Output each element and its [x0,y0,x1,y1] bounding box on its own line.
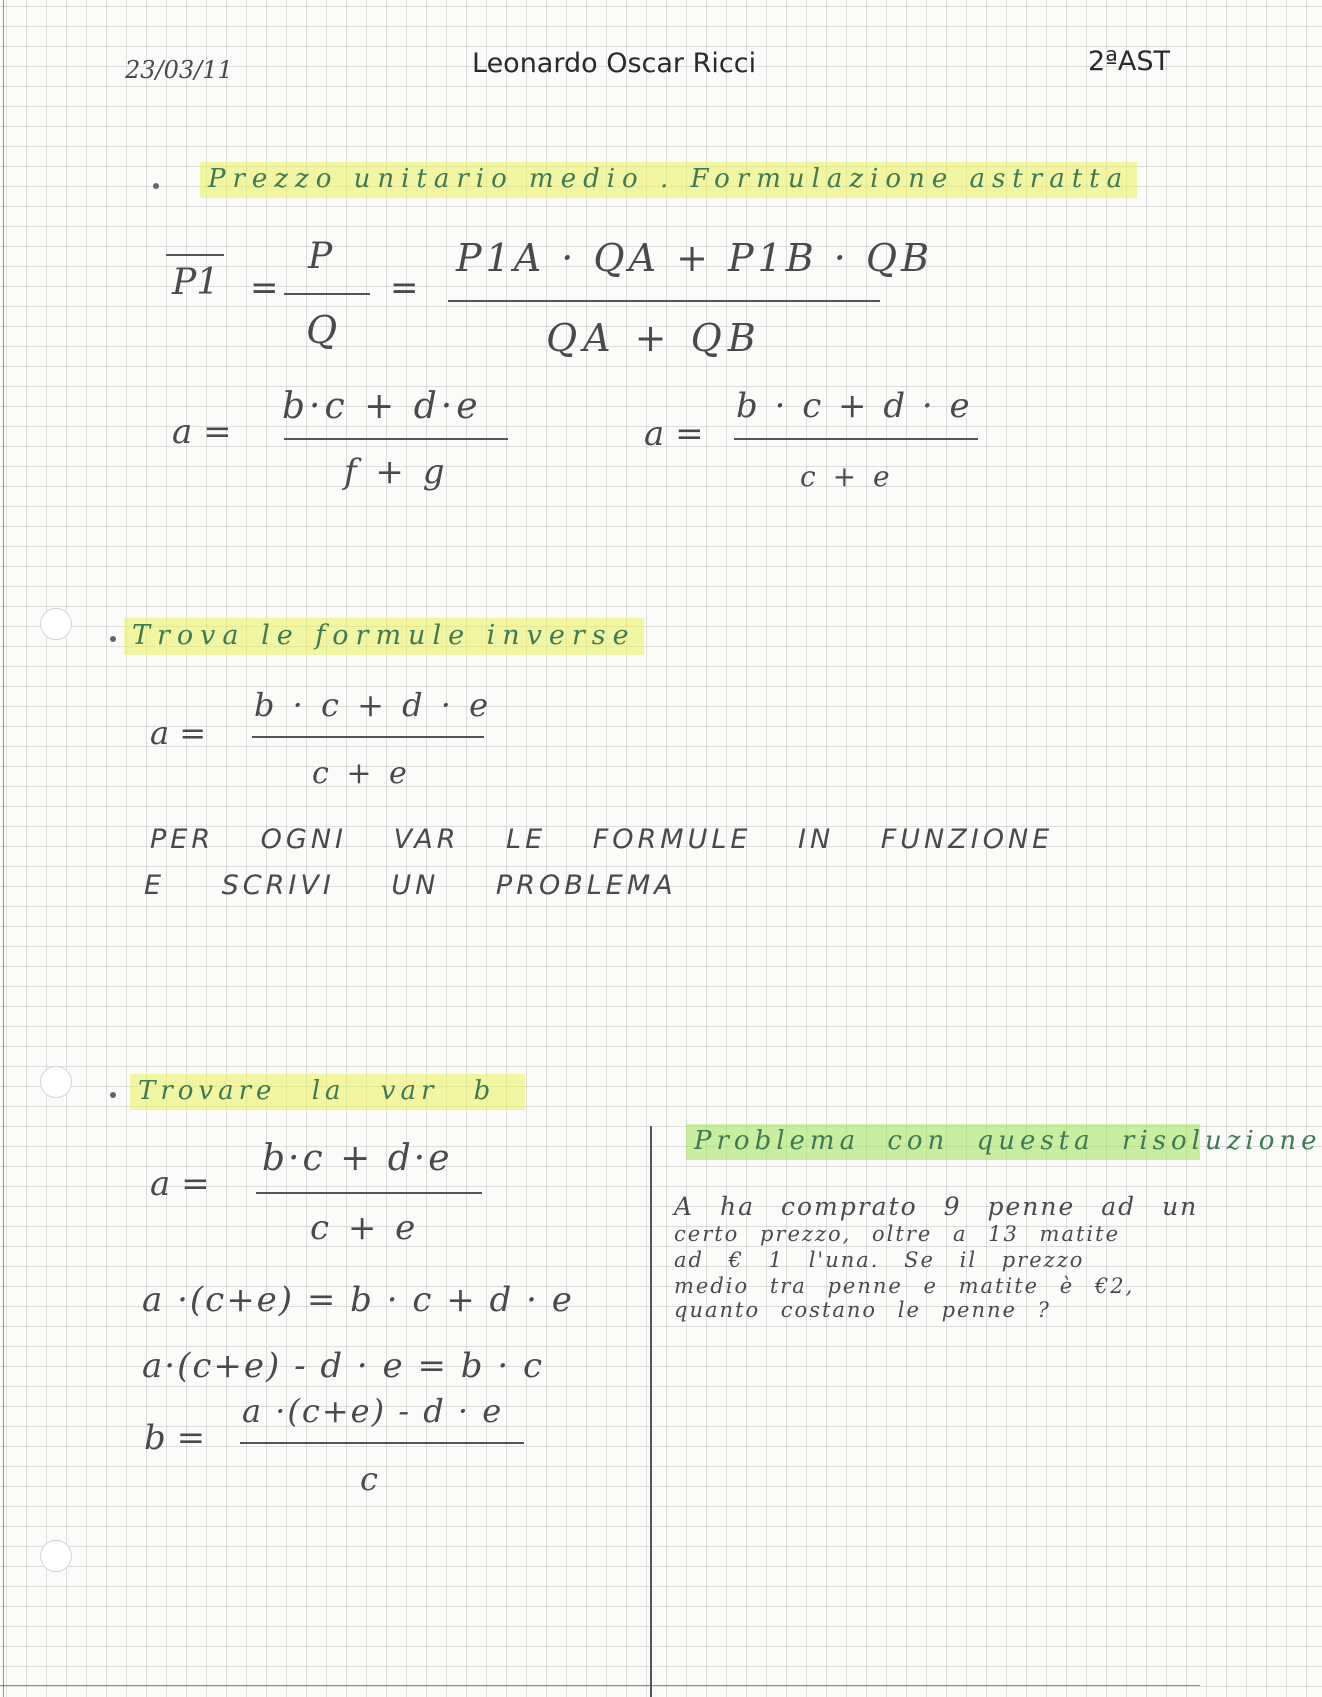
fraction-denominator: c + e [800,460,894,493]
solution-step: a·(c+e) - d · e = b · c [142,1346,545,1386]
overline [166,254,224,256]
formula-lhs: a = [172,412,232,452]
fraction-bar [240,1442,524,1444]
fraction-bar [252,736,484,738]
fraction-numerator: P [308,236,333,277]
punch-hole [40,1540,72,1572]
fraction-denominator: c + e [312,756,411,791]
class-label: 2ªAST [1088,46,1171,77]
punch-hole [40,1066,72,1098]
fraction-bar [256,1192,482,1194]
fraction-numerator: b · c + d · e [736,386,973,426]
fraction-bar [284,438,508,440]
fraction-bar [448,300,880,302]
bullet [110,1092,116,1098]
fraction-denominator: c + e [310,1208,420,1248]
fraction-bar [284,293,370,295]
solution-step: a ·(c+e) = b · c + d · e [142,1280,574,1320]
punch-hole [40,608,72,640]
fraction-denominator: c [360,1460,378,1498]
problem-line: certo prezzo, oltre a 13 matite [674,1222,1121,1246]
formula-lhs: P1 [172,262,220,303]
fraction-denominator: QA + QB [546,316,762,360]
author-name: Leonardo Oscar Ricci [472,48,757,79]
section-title-trovare-b: Trovare la var b [130,1074,525,1110]
equals-sign: = [250,268,279,308]
fraction-denominator: f + g [344,452,449,492]
column-divider [650,1126,652,1697]
formula-lhs: a = [150,714,207,752]
fraction-numerator: P1A · QA + P1B · QB [456,236,934,280]
section-title-formule-inverse: Trova le formule inverse [124,618,644,655]
formula-lhs: b = [144,1418,206,1458]
formula-lhs: a = [644,414,704,454]
problem-title: Problema con questa risoluzione [686,1124,1200,1160]
fraction-numerator: b·c + d·e [262,1138,453,1179]
problem-line: quanto costano le penne ? [674,1298,1051,1322]
fraction-numerator: a ·(c+e) - d · e [242,1392,504,1430]
fraction-denominator: Q [306,308,338,352]
problem-line: ad € 1 l'una. Se il prezzo [674,1248,1085,1272]
fraction-numerator: b·c + d·e [282,386,482,427]
bullet [110,636,116,642]
fraction-bar [734,438,978,440]
equals-sign: = [390,268,419,308]
instruction-line: PER OGNI VAR LE FORMULE IN FUNZIONE [150,824,1054,855]
fraction-numerator: b · c + d · e [254,686,493,724]
section-title-prezzo: Prezzo unitario medio . Formulazione astratta [200,162,1137,198]
problem-line: A ha comprato 9 penne ad un [674,1192,1199,1221]
instruction-line: E SCRIVI UN PROBLEMA [144,870,677,901]
problem-line: medio tra penne e matite è €2, [674,1274,1135,1298]
bullet [153,183,159,189]
formula-lhs: a = [150,1164,210,1204]
date: 23/03/11 [125,56,233,84]
